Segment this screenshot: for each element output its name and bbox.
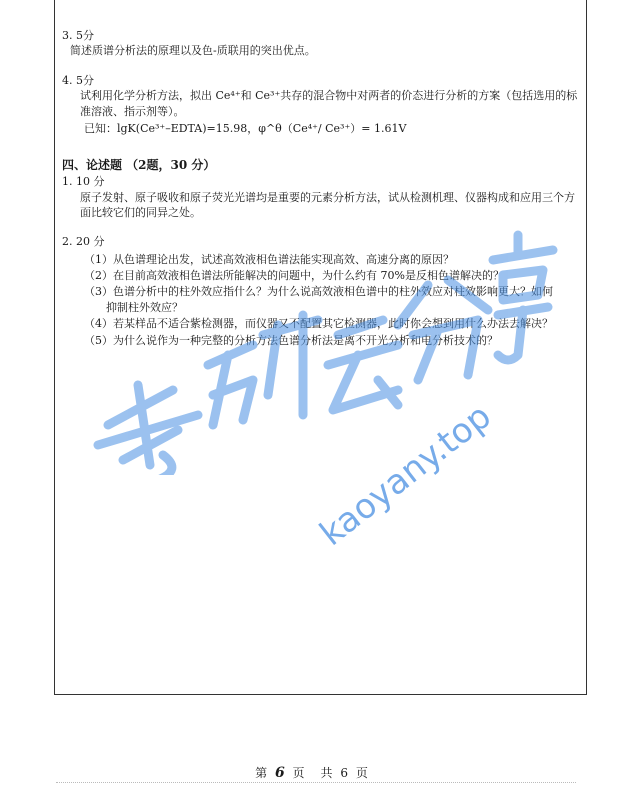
question-3-number: 3. <box>62 29 73 42</box>
q2-item-3 <box>84 284 582 315</box>
page-footer <box>0 764 625 784</box>
question-4-score: 5分 <box>76 73 94 87</box>
footer-prefix: 第 <box>255 766 270 780</box>
section-4-q1-header <box>62 174 582 189</box>
question-4-given: 已知：lgK(Ce³⁺–EDTA)=15.98，φ^θ（Ce⁴⁺/ Ce³⁺）= 1.61V <box>84 121 407 135</box>
q2-item-4: （4）若某样品不适合紫检测器，而仪器又不配置其它检测器，此时你会想到用什么办法去解决？ <box>84 317 553 331</box>
question-4-text: 试利用化学分析方法，拟出 Ce⁴⁺和 Ce³⁺共存的混合物中对两者的价态进行分析的方案（包括选用的标准溶液、指示剂等）。 <box>80 89 578 118</box>
section-4-q1-text: 原子发射、原子吸收和原子荧光光谱均是重要的元素分析方法，试从检测机理、仪器构成和应用三个方面比较它们的同异之处。 <box>80 190 575 219</box>
watermark-url: kaoyany.top <box>312 396 499 554</box>
section-4-title: 四、论述题 （2题，30 分） <box>62 158 216 173</box>
section-4-q1-score: 10 分 <box>76 175 105 189</box>
question-3-header <box>62 28 582 43</box>
footer-dotted-rule <box>56 782 576 785</box>
q2-item-3-text: （3）色谱分析中的柱外效应指什么？为什么说高效液相色谱中的柱外效应对柱效影响更大？如何 <box>84 285 553 299</box>
footer-current-page: 6 <box>274 765 287 781</box>
section-4-q2-score: 20 分 <box>76 235 105 249</box>
question-3-score: 5分 <box>76 29 94 42</box>
q2-item-2: （2）在目前高效液相色谱法所能解决的问题中，为什么约有 70%是反相色谱解决的？ <box>84 269 504 283</box>
q2-item-3-continuation: 抑制柱外效应？ <box>106 300 183 314</box>
exam-content <box>62 28 582 349</box>
q2-item-5: （5）为什么说作为一种完整的分析方法色谱分析法是离不开光分析和电分析技术的？ <box>84 333 498 347</box>
section-4-q2-items <box>62 252 582 348</box>
section-4-q2-number: 2. <box>62 235 73 249</box>
footer-suffix: 页 <box>355 766 370 780</box>
question-4-number: 4. <box>62 73 73 87</box>
question-3-text: 简述质谱分析法的原理以及色-质联用的突出优点。 <box>70 44 316 58</box>
section-4-q1-number: 1. <box>62 175 73 189</box>
section-4-q2-header <box>62 234 582 249</box>
question-4-header <box>62 73 582 88</box>
footer-total-pages: 6 <box>340 766 351 780</box>
footer-middle: 页 共 <box>292 766 335 780</box>
q2-item-1: （1）从色谱理论出发，试述高效液相色谱法能实现高效、高速分离的原因？ <box>84 252 454 266</box>
